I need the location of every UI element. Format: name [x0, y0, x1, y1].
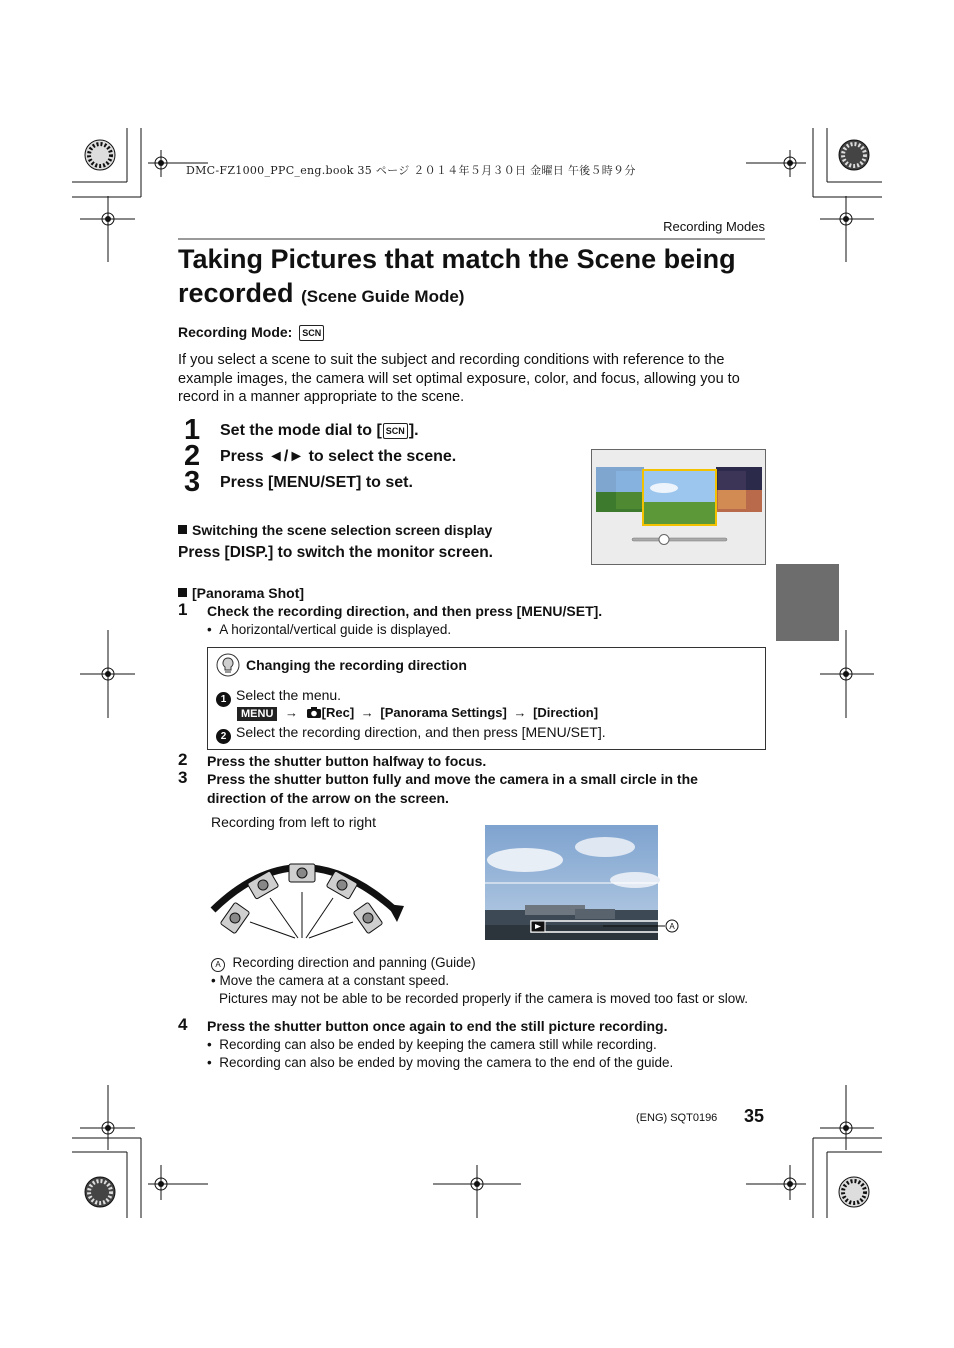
menu-path-direction: [Direction]	[533, 705, 599, 720]
pano-step-4-number: 4	[178, 1015, 188, 1034]
step-circle-icon: 2	[216, 729, 231, 744]
header-rule	[178, 238, 765, 240]
end-note-2: • Recording can also be ended by moving the camera to the end of the guide.	[207, 1055, 674, 1070]
pano-step-2-text: Press the shutter button halfway to focus.	[207, 753, 487, 769]
pano-step-1-number: 1	[178, 600, 188, 619]
recording-mode	[178, 324, 324, 341]
info-box-item-1-text: Select the menu.	[236, 687, 342, 703]
page-title-line1: Taking Pictures that match the Scene being	[178, 244, 736, 274]
end-note-1-text: Recording can also be ended by keeping the camera still while recording.	[219, 1037, 657, 1052]
page-number: 35	[744, 1106, 765, 1126]
callout-a-text: Recording direction and panning (Guide)	[232, 955, 476, 970]
step-3	[184, 466, 201, 498]
switching-heading	[178, 522, 492, 538]
square-bullet-icon	[178, 588, 187, 597]
pano-step-1-text: Check the recording direction, and then press [MENU/SET].	[207, 603, 603, 619]
step-number: 2	[184, 440, 201, 472]
figure-caption: Recording from left to right	[211, 814, 376, 830]
section-name: Recording Modes	[663, 219, 765, 234]
scn-mode-icon: SCN	[299, 325, 324, 341]
move-note-1: • Move the camera at a constant speed.	[211, 973, 450, 988]
info-box-item-2	[216, 724, 606, 744]
menu-path	[237, 705, 598, 721]
recording-mode-label: Recording Mode:	[178, 324, 293, 340]
pano-step-1-note: • A horizontal/vertical guide is displayed.	[207, 622, 452, 637]
arrow: →	[360, 705, 374, 720]
panning-illustration	[205, 840, 415, 945]
callout-a-label: A	[669, 922, 675, 931]
pano-step-3-line1: Press the shutter button fully and move the camera in a small circle in the	[207, 771, 698, 787]
camera-icon	[306, 706, 322, 718]
step-3-text: Press [MENU/SET] to set.	[220, 474, 413, 491]
print-header: DMC-FZ1000_PPC_eng.book 35 ページ ２０１４年５月３０日 金曜日 午後５時９分	[186, 164, 636, 177]
end-note-1: • Recording can also be ended by keeping the camera still while recording.	[207, 1037, 657, 1052]
step-number: 3	[184, 466, 201, 498]
page-title-main: recorded	[178, 278, 294, 308]
info-box-item-2-text: Select the recording direction, and then press [MENU/SET].	[236, 724, 606, 740]
page-title-line2	[178, 278, 464, 309]
callout-a-marker: A	[211, 958, 225, 972]
step-1-post: ].	[408, 422, 419, 439]
scn-mode-icon: SCN	[383, 423, 408, 439]
document-code: (ENG) SQT0196	[636, 1112, 718, 1124]
menu-path-rec: [Rec]	[321, 705, 355, 720]
info-box-title: Changing the recording direction	[246, 657, 467, 673]
info-box-item-1	[216, 687, 341, 707]
scene-selection-illustration	[592, 450, 765, 564]
panorama-screen-photo	[485, 825, 680, 941]
step-1-pre: Set the mode dial to [	[220, 422, 382, 439]
arrow: →	[513, 705, 527, 720]
pano-step-1-note-text: A horizontal/vertical guide is displayed.	[219, 622, 452, 637]
pano-step-3-line2: direction of the arrow on the screen.	[207, 790, 449, 806]
move-note-1-text: Move the camera at a constant speed.	[219, 973, 450, 988]
intro-paragraph: If you select a scene to suit the subject and recording conditions with reference to the example images, the camera will set optimal exposure, color, and focus, allowing you to record in a manner appropriate to the scene.	[178, 352, 740, 405]
arrow: →	[285, 705, 299, 720]
move-note-2: Pictures may not be able to be recorded properly if the camera is moved too fast or slow.	[219, 991, 749, 1006]
callout-a-caption	[211, 955, 476, 972]
pano-step-4-text: Press the shutter button once again to end the still picture recording.	[207, 1018, 668, 1034]
scene-selection-screen-figure	[591, 449, 766, 565]
menu-icon: MENU	[237, 707, 277, 721]
panorama-heading	[178, 585, 304, 601]
step-2-text: Press ◄/► to select the scene.	[220, 448, 457, 465]
panorama-heading-text: [Panorama Shot]	[192, 585, 305, 601]
pano-step-2-number: 2	[178, 750, 188, 769]
direction-info-box	[207, 647, 766, 750]
switching-heading-text: Switching the scene selection screen display	[192, 522, 493, 538]
square-bullet-icon	[178, 525, 187, 534]
switching-instruction: Press [DISP.] to switch the monitor screen.	[178, 544, 493, 561]
pano-step-3-number: 3	[178, 768, 188, 787]
step-1-text	[220, 422, 419, 440]
tip-bulb-icon	[216, 653, 240, 677]
step-circle-icon: 1	[216, 692, 231, 707]
menu-path-settings: [Panorama Settings]	[380, 705, 507, 720]
end-note-2-text: Recording can also be ended by moving the camera to the end of the guide.	[219, 1055, 674, 1070]
step-number: 1	[184, 414, 201, 446]
page-title-sub: (Scene Guide Mode)	[301, 287, 465, 306]
chapter-tab	[776, 564, 839, 641]
